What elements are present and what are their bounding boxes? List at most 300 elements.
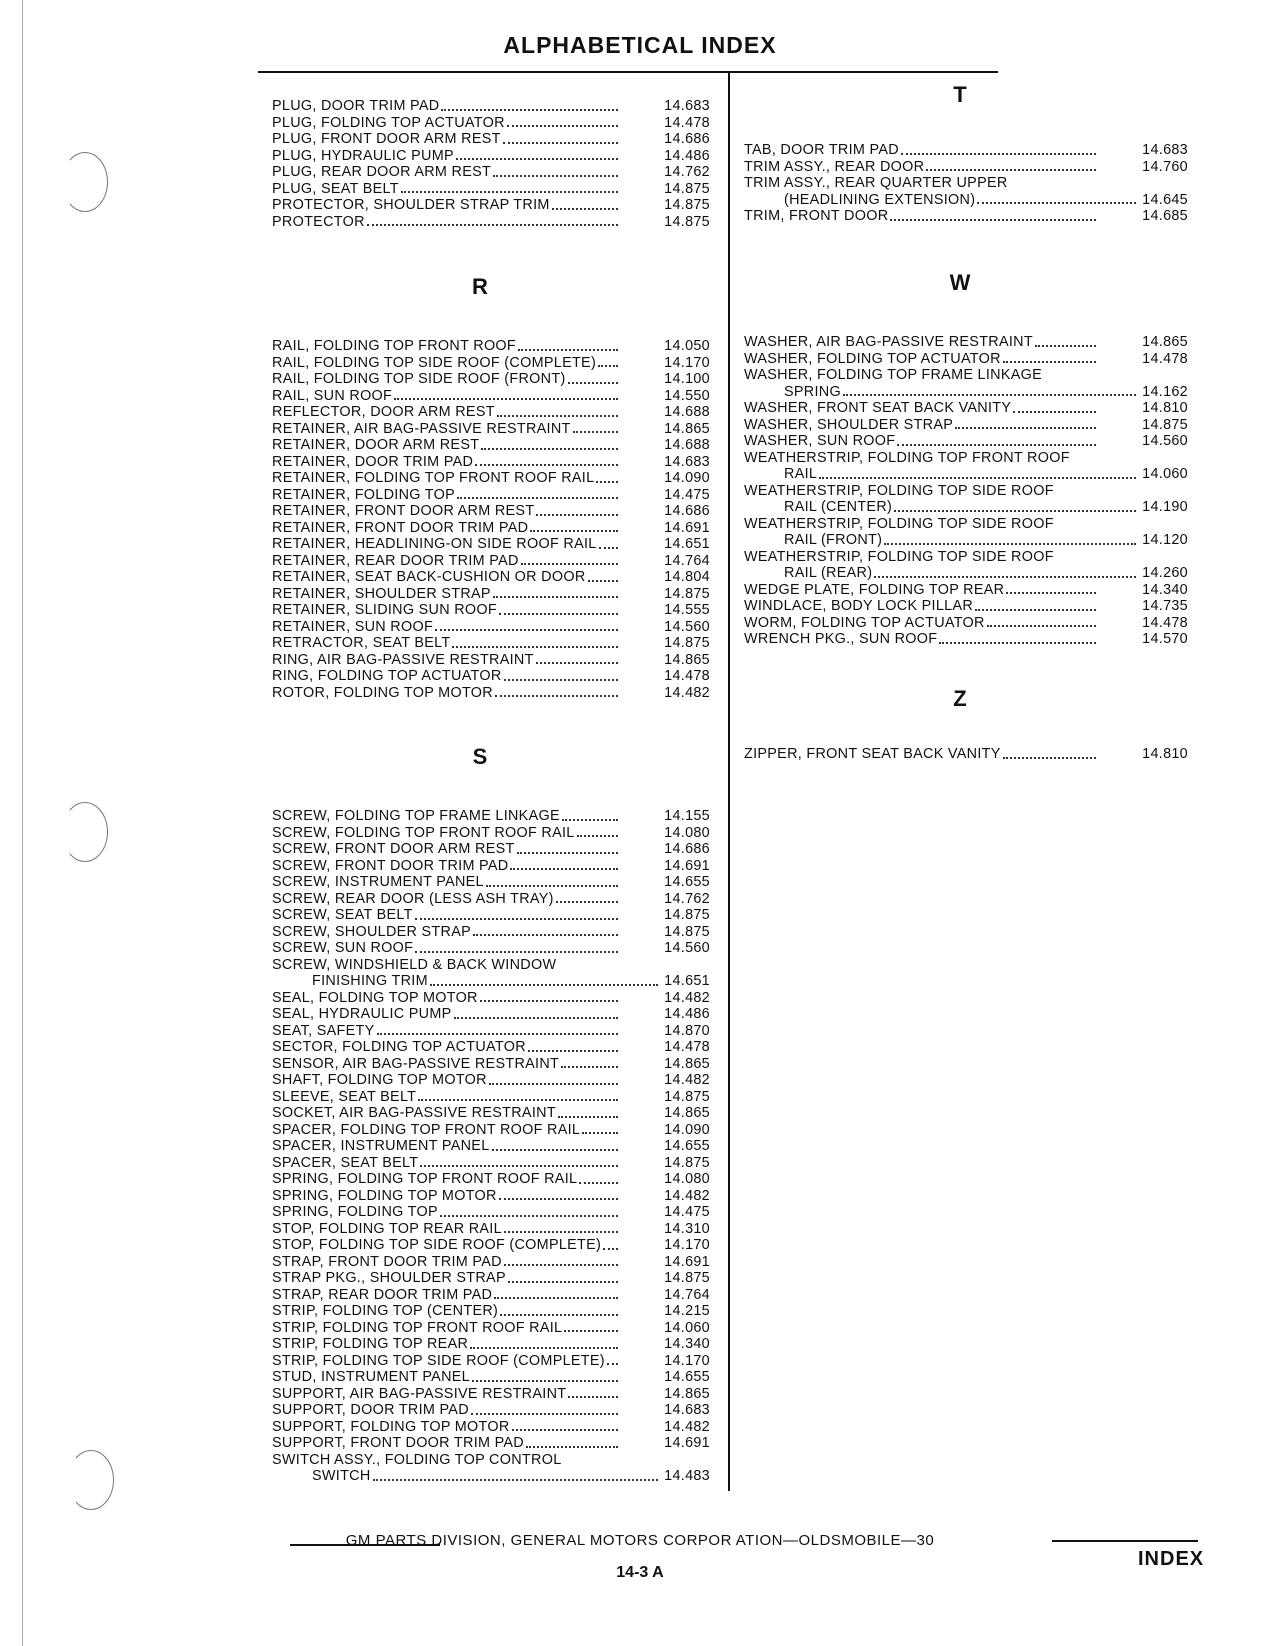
- index-entry: [272, 668, 710, 685]
- index-entry: [272, 338, 710, 355]
- entry-page-ref: 14.683: [664, 453, 710, 470]
- leader-dots: [456, 148, 618, 161]
- leader-dots: [556, 891, 618, 904]
- entry-name: SWITCH ASSY., FOLDING TOP CONTROL: [272, 1451, 562, 1468]
- index-entry: [272, 569, 710, 586]
- entry-name: SENSOR, AIR BAG-PASSIVE RESTRAINT: [272, 1055, 560, 1072]
- index-entry: [272, 602, 710, 619]
- entry-name: SPRING, FOLDING TOP FRONT ROOF RAIL: [272, 1171, 578, 1187]
- entry-name: PLUG, HYDRAULIC PUMP: [272, 147, 454, 164]
- leader-dots: [508, 1270, 618, 1283]
- leader-dots: [471, 1402, 618, 1415]
- leader-dots: [420, 1155, 618, 1168]
- entry-name: RETAINER, FRONT DOOR TRIM PAD: [272, 519, 529, 536]
- entry-page-ref: 14.655: [664, 1369, 710, 1385]
- leader-dots: [579, 1171, 618, 1184]
- index-entry: [272, 1039, 710, 1056]
- leader-dots: [440, 1204, 618, 1217]
- leader-dots: [489, 1072, 618, 1085]
- index-entry: [272, 1303, 710, 1320]
- index-entry: [272, 536, 710, 553]
- leader-dots: [568, 1386, 618, 1399]
- index-entry: [272, 1336, 710, 1353]
- entry-page-ref: 14.875: [664, 1088, 710, 1105]
- index-entry: [744, 175, 1188, 208]
- entry-name-continued: SWITCH: [312, 1468, 371, 1484]
- leader-dots: [552, 197, 618, 210]
- leader-dots: [518, 338, 618, 351]
- leader-dots: [470, 1336, 618, 1349]
- entry-name: RING, FOLDING TOP ACTUATOR: [272, 668, 502, 684]
- leader-dots: [536, 652, 618, 665]
- index-entry: [272, 684, 710, 702]
- leader-dots: [473, 924, 618, 937]
- entry-page-ref: 14.550: [664, 387, 710, 404]
- entry-name: SPRING, FOLDING TOP MOTOR: [272, 1187, 497, 1204]
- leader-dots: [394, 388, 618, 401]
- leader-dots: [987, 615, 1096, 628]
- entry-name: WASHER, FOLDING TOP FRAME LINKAGE: [744, 367, 1043, 383]
- entry-name-continued: (HEADLINING EXTENSION): [784, 191, 976, 208]
- leader-dots: [373, 1468, 658, 1481]
- leader-dots: [495, 685, 618, 698]
- entry-page-ref: 14.060: [1142, 466, 1188, 482]
- entry-name: SCREW, SUN ROOF: [272, 940, 414, 956]
- entry-name: STOP, FOLDING TOP REAR RAIL: [272, 1220, 502, 1237]
- leader-dots: [939, 631, 1096, 644]
- entry-page-ref: 14.762: [664, 890, 710, 907]
- leader-dots: [588, 569, 618, 582]
- entry-name: WASHER, AIR BAG-PASSIVE RESTRAINT: [744, 334, 1033, 350]
- entry-name: STRIP, FOLDING TOP FRONT ROOF RAIL: [272, 1319, 563, 1336]
- entry-page-ref: 14.875: [664, 197, 710, 213]
- index-entry: [272, 874, 710, 891]
- index-entry: [272, 98, 710, 115]
- entry-page-ref: 14.683: [664, 1402, 710, 1418]
- section-letter-heading: Z: [953, 686, 967, 711]
- entry-name: RETAINER, SUN ROOF: [272, 618, 434, 635]
- leader-dots: [1006, 582, 1096, 595]
- entry-name: WASHER, FRONT SEAT BACK VANITY: [744, 400, 1012, 416]
- entry-page-ref: 14.190: [1142, 499, 1188, 515]
- leader-dots: [897, 433, 1096, 446]
- index-entry: [272, 585, 710, 603]
- entry-page-ref: 14.170: [664, 1352, 710, 1369]
- entry-name: PLUG, REAR DOOR ARM REST: [272, 164, 492, 180]
- entry-page-ref: 14.865: [664, 651, 710, 668]
- index-entry: [744, 367, 1188, 400]
- index-entry: [272, 1204, 710, 1221]
- entry-name: SOCKET, AIR BAG-PASSIVE RESTRAINT: [272, 1105, 556, 1121]
- index-entry: [272, 1286, 710, 1304]
- index-entry: [272, 486, 710, 504]
- index-entry: [744, 746, 1188, 763]
- entry-name: PLUG, SEAT BELT: [272, 180, 399, 197]
- leader-dots: [1035, 334, 1096, 347]
- entry-name: WEATHERSTRIP, FOLDING TOP SIDE ROOF: [744, 548, 1054, 565]
- entry-name: STOP, FOLDING TOP SIDE ROOF (COMPLETE): [272, 1237, 602, 1253]
- entry-page-ref: 14.655: [664, 1138, 710, 1154]
- index-entry: [744, 515, 1188, 549]
- entry-name: RETRACTOR, SEAT BELT: [272, 635, 451, 651]
- entry-page-ref: 14.865: [664, 1385, 710, 1402]
- index-entry: [272, 519, 710, 537]
- entry-page-ref: 14.865: [664, 1055, 710, 1072]
- index-entry: [272, 989, 710, 1007]
- entry-page-ref: 14.486: [664, 1006, 710, 1022]
- leader-dots: [901, 142, 1096, 155]
- entry-name: SUPPORT, FRONT DOOR TRIM PAD: [272, 1435, 524, 1451]
- entry-name: STRIP, FOLDING TOP REAR: [272, 1336, 469, 1352]
- index-entry: [272, 1220, 710, 1238]
- leader-dots: [441, 98, 618, 111]
- leader-dots: [598, 355, 618, 368]
- leader-dots: [435, 619, 618, 632]
- entry-name: SCREW, INSTRUMENT PANEL: [272, 874, 484, 890]
- index-entry: [272, 808, 710, 825]
- index-entry: [744, 350, 1188, 368]
- footer-division: GM PARTS DIVISION, GENERAL MOTORS CORPOR ATION—OLDSMOBILE—30: [345, 1532, 935, 1549]
- leader-dots: [562, 808, 618, 821]
- entry-name: SCREW, FOLDING TOP FRONT ROOF RAIL: [272, 824, 575, 841]
- leader-dots: [415, 940, 618, 953]
- index-entry: [272, 354, 710, 372]
- entry-page-ref: 14.310: [664, 1220, 710, 1237]
- page-edge: [22, 0, 23, 1646]
- entry-name: TRIM ASSY., REAR QUARTER UPPER: [744, 175, 1008, 191]
- entry-page-ref: 14.804: [664, 569, 710, 585]
- leader-dots: [1003, 351, 1096, 364]
- index-entry: [272, 453, 710, 471]
- entry-page-ref: 14.050: [664, 338, 710, 354]
- index-entry: [272, 857, 710, 875]
- entry-name-continued: SPRING: [784, 383, 841, 400]
- entry-page-ref: 14.686: [664, 131, 710, 147]
- entry-name: RETAINER, HEADLINING-ON SIDE ROOF RAIL: [272, 536, 597, 552]
- leader-dots: [517, 841, 618, 854]
- entry-name: SPACER, FOLDING TOP FRONT ROOF RAIL: [272, 1121, 581, 1138]
- leader-dots: [874, 565, 1136, 578]
- leader-dots: [486, 874, 618, 887]
- entry-name: RETAINER, REAR DOOR TRIM PAD: [272, 552, 519, 569]
- entry-page-ref: 14.645: [1142, 191, 1188, 208]
- entry-page-ref: 14.683: [664, 98, 710, 114]
- entry-page-ref: 14.688: [664, 404, 710, 420]
- index-entry: [272, 470, 710, 487]
- leader-dots: [472, 1369, 618, 1382]
- entry-page-ref: 14.482: [664, 1072, 710, 1088]
- index-entry: [272, 1022, 710, 1040]
- entry-page-ref: 14.482: [664, 1418, 710, 1435]
- index-entry: [272, 1369, 710, 1386]
- entry-page-ref: 14.875: [1142, 416, 1188, 433]
- leader-dots: [512, 1419, 618, 1432]
- entry-name: WASHER, SUN ROOF: [744, 433, 896, 449]
- entry-name: SEAT, SAFETY: [272, 1022, 375, 1039]
- index-entry: [272, 1138, 710, 1155]
- entry-name: SCREW, SEAT BELT: [272, 907, 413, 923]
- leader-dots: [582, 1122, 618, 1135]
- entry-name: SCREW, FRONT DOOR TRIM PAD: [272, 857, 509, 874]
- entry-name: SCREW, SHOULDER STRAP: [272, 923, 472, 940]
- index-entry: [272, 1435, 710, 1452]
- leader-dots: [475, 454, 618, 467]
- entry-page-ref: 14.482: [664, 684, 710, 701]
- entry-name: STRAP, REAR DOOR TRIM PAD: [272, 1286, 493, 1303]
- index-entry: [272, 503, 710, 520]
- page-title: ALPHABETICAL INDEX: [503, 32, 777, 58]
- index-entry: [744, 158, 1188, 176]
- leader-dots: [457, 487, 618, 500]
- leader-dots: [528, 1039, 618, 1052]
- entry-name: WORM, FOLDING TOP ACTUATOR: [744, 614, 985, 631]
- index-entry: [272, 197, 710, 214]
- entry-name: RETAINER, SLIDING SUN ROOF: [272, 602, 498, 618]
- entry-name: SUPPORT, AIR BAG-PASSIVE RESTRAINT: [272, 1385, 567, 1402]
- entry-name: SEAL, HYDRAULIC PUMP: [272, 1006, 452, 1022]
- entry-page-ref: 14.685: [1142, 208, 1188, 224]
- index-entry: [272, 618, 710, 636]
- leader-dots: [500, 1303, 618, 1316]
- entry-page-ref: 14.865: [664, 1105, 710, 1121]
- entry-page-ref: 14.483: [664, 1468, 710, 1484]
- entry-name: SLEEVE, SEAT BELT: [272, 1088, 417, 1105]
- leader-dots: [499, 602, 618, 615]
- section-letter-heading: T: [953, 82, 967, 107]
- index-entry: [272, 1154, 710, 1172]
- index-entry: [744, 208, 1188, 225]
- leader-dots: [1003, 746, 1096, 759]
- entry-name-continued: FINISHING TRIM: [312, 973, 428, 989]
- entry-name: STRIP, FOLDING TOP SIDE ROOF (COMPLETE): [272, 1352, 605, 1369]
- index-entry: [272, 114, 710, 132]
- entry-page-ref: 14.560: [664, 940, 710, 956]
- index-entry: [272, 387, 710, 405]
- index-entry: [272, 1270, 710, 1287]
- entry-page-ref: 14.688: [664, 437, 710, 453]
- leader-dots: [452, 635, 618, 648]
- entry-page-ref: 14.482: [664, 989, 710, 1006]
- entry-name: SHAFT, FOLDING TOP MOTOR: [272, 1072, 487, 1088]
- entry-name: RAIL, FOLDING TOP SIDE ROOF (COMPLETE): [272, 354, 597, 371]
- entry-name: TRIM, FRONT DOOR: [744, 208, 889, 224]
- index-entry: [272, 371, 710, 388]
- entry-page-ref: 14.340: [664, 1336, 710, 1352]
- index-entry: [272, 1418, 710, 1436]
- entry-page-ref: 14.060: [664, 1319, 710, 1336]
- entry-name-continued: RAIL (FRONT): [784, 532, 883, 548]
- entry-name: SPACER, INSTRUMENT PANEL: [272, 1138, 490, 1154]
- entry-name: SCREW, FOLDING TOP FRAME LINKAGE: [272, 808, 560, 824]
- index-entry: [744, 433, 1188, 450]
- entry-name: WASHER, SHOULDER STRAP: [744, 416, 954, 433]
- entry-page-ref: 14.651: [664, 536, 710, 552]
- entry-name: RETAINER, FRONT DOOR ARM REST: [272, 503, 535, 519]
- entry-name: ZIPPER, FRONT SEAT BACK VANITY: [744, 746, 1001, 762]
- leader-dots: [521, 553, 618, 566]
- index-entry: [272, 841, 710, 858]
- leader-dots: [564, 1320, 618, 1333]
- index-entry: [272, 164, 710, 181]
- punch-hole: [62, 802, 108, 862]
- leader-dots: [955, 417, 1096, 430]
- index-entry: [272, 940, 710, 957]
- section-letter-heading: W: [949, 270, 971, 295]
- entry-name: PROTECTOR, SHOULDER STRAP TRIM: [272, 197, 550, 213]
- leader-dots: [497, 404, 618, 417]
- entry-page-ref: 14.875: [664, 923, 710, 940]
- entry-page-ref: 14.762: [664, 164, 710, 180]
- entry-name: RAIL, FOLDING TOP FRONT ROOF: [272, 338, 517, 354]
- entry-page-ref: 14.875: [664, 1270, 710, 1286]
- entry-page-ref: 14.686: [664, 503, 710, 519]
- entry-page-ref: 14.478: [664, 668, 710, 684]
- index-entry: [272, 890, 710, 908]
- leader-dots: [561, 1056, 618, 1069]
- entry-page-ref: 14.691: [664, 1435, 710, 1451]
- leader-dots: [975, 598, 1096, 611]
- index-entry: [272, 213, 710, 231]
- entry-page-ref: 14.560: [664, 618, 710, 635]
- index-entry: [272, 437, 710, 454]
- index-entry: [272, 1319, 710, 1337]
- index-entry: [272, 1105, 710, 1122]
- index-entry: [744, 449, 1188, 483]
- index-entry: [272, 1072, 710, 1089]
- entry-name: PLUG, FOLDING TOP ACTUATOR: [272, 114, 505, 131]
- entry-name: REFLECTOR, DOOR ARM REST: [272, 404, 495, 420]
- section-letter-heading: S: [472, 744, 488, 769]
- leader-dots: [494, 1287, 618, 1300]
- entry-page-ref: 14.478: [664, 1039, 710, 1055]
- leader-dots: [510, 858, 618, 871]
- leader-dots: [926, 159, 1096, 172]
- leader-dots: [481, 437, 618, 450]
- index-entry: [272, 923, 710, 941]
- index-entry: [272, 1385, 710, 1403]
- index-entry: [272, 131, 710, 148]
- index-entry: [272, 635, 710, 652]
- leader-dots: [558, 1105, 618, 1118]
- column-divider: [728, 71, 730, 1491]
- leader-dots: [401, 181, 618, 194]
- entry-page-ref: 14.875: [664, 213, 710, 230]
- entry-name-continued: RAIL: [784, 466, 818, 482]
- index-entry: [272, 180, 710, 198]
- leader-dots: [819, 466, 1136, 479]
- entry-name: SECTOR, FOLDING TOP ACTUATOR: [272, 1039, 526, 1055]
- entry-page-ref: 14.120: [1142, 532, 1188, 548]
- index-entry: [744, 400, 1188, 417]
- leader-dots: [568, 371, 618, 384]
- entry-page-ref: 14.478: [1142, 350, 1188, 367]
- leader-dots: [367, 214, 618, 227]
- entry-page-ref: 14.260: [1142, 565, 1188, 581]
- entry-name: SUPPORT, DOOR TRIM PAD: [272, 1402, 469, 1418]
- leader-dots: [493, 586, 618, 599]
- entry-name: STRAP, FRONT DOOR TRIM PAD: [272, 1253, 502, 1270]
- index-entry: [272, 1253, 710, 1271]
- leader-dots: [504, 1221, 618, 1234]
- index-entry: [744, 631, 1188, 648]
- index-entry: [744, 548, 1188, 582]
- leader-dots: [596, 470, 618, 483]
- entry-page-ref: 14.080: [664, 824, 710, 841]
- entry-page-ref: 14.875: [664, 907, 710, 923]
- entry-name: RAIL, SUN ROOF: [272, 387, 393, 404]
- leader-dots: [415, 907, 618, 920]
- section-letter-heading: R: [472, 274, 488, 299]
- index-entry: [272, 1237, 710, 1254]
- entry-page-ref: 14.475: [664, 1204, 710, 1220]
- entry-page-ref: 14.560: [1142, 433, 1188, 449]
- entry-name: SPACER, SEAT BELT: [272, 1154, 419, 1171]
- index-entry: [272, 956, 710, 990]
- index-entry: [272, 1055, 710, 1073]
- leader-dots: [503, 131, 618, 144]
- entry-name: SCREW, REAR DOOR (LESS ASH TRAY): [272, 890, 554, 907]
- index-entry: [272, 420, 710, 438]
- entry-name: RETAINER, DOOR ARM REST: [272, 437, 480, 453]
- index-entry: [272, 1402, 710, 1419]
- entry-page-ref: 14.478: [664, 114, 710, 131]
- entry-page-ref: 14.555: [664, 602, 710, 618]
- leader-dots: [599, 536, 618, 549]
- entry-page-ref: 14.090: [664, 470, 710, 486]
- entry-name: WINDLACE, BODY LOCK PILLAR: [744, 598, 974, 614]
- entry-name: SCREW, FRONT DOOR ARM REST: [272, 841, 515, 857]
- entry-page-ref: 14.683: [1142, 142, 1188, 158]
- entry-name: STRIP, FOLDING TOP (CENTER): [272, 1303, 499, 1319]
- entry-name: RETAINER, SHOULDER STRAP: [272, 585, 491, 602]
- entry-page-ref: 14.875: [664, 1154, 710, 1171]
- leader-dots: [493, 164, 618, 177]
- index-entry: [744, 416, 1188, 434]
- entry-name-continued: RAIL (REAR): [784, 565, 873, 581]
- entry-page-ref: 14.686: [664, 841, 710, 857]
- entry-name: WEATHERSTRIP, FOLDING TOP SIDE ROOF: [744, 515, 1054, 532]
- entry-name: STRAP PKG., SHOULDER STRAP: [272, 1270, 506, 1286]
- entry-page-ref: 14.090: [664, 1121, 710, 1138]
- entry-page-ref: 14.764: [664, 1286, 710, 1303]
- entry-page-ref: 14.760: [1142, 158, 1188, 175]
- entry-name: WRENCH PKG., SUN ROOF: [744, 631, 938, 647]
- entry-page-ref: 14.475: [664, 486, 710, 503]
- entry-page-ref: 14.100: [664, 371, 710, 387]
- entry-page-ref: 14.651: [664, 973, 710, 989]
- entry-name: RETAINER, SEAT BACK-CUSHION OR DOOR: [272, 569, 586, 585]
- entry-name: WASHER, FOLDING TOP ACTUATOR: [744, 350, 1001, 367]
- entry-name: SCREW, WINDSHIELD & BACK WINDOW: [272, 956, 557, 973]
- leader-dots: [1013, 400, 1096, 413]
- entry-page-ref: 14.570: [1142, 631, 1188, 647]
- entry-name: TAB, DOOR TRIM PAD: [744, 142, 899, 158]
- leader-dots: [530, 520, 618, 533]
- index-entry: [272, 147, 710, 165]
- leader-dots: [480, 990, 618, 1003]
- entry-page-ref: 14.735: [1142, 598, 1188, 614]
- entry-page-ref: 14.875: [664, 180, 710, 197]
- index-entry: [272, 1187, 710, 1205]
- entry-name: TRIM ASSY., REAR DOOR: [744, 158, 925, 175]
- header-rule: [258, 71, 998, 73]
- entry-name: RAIL, FOLDING TOP SIDE ROOF (FRONT): [272, 371, 566, 387]
- leader-dots: [499, 1188, 618, 1201]
- entry-name: PLUG, FRONT DOOR ARM REST: [272, 131, 501, 147]
- index-entry: [272, 824, 710, 842]
- index-entry: [744, 614, 1188, 632]
- leader-dots: [526, 1435, 618, 1448]
